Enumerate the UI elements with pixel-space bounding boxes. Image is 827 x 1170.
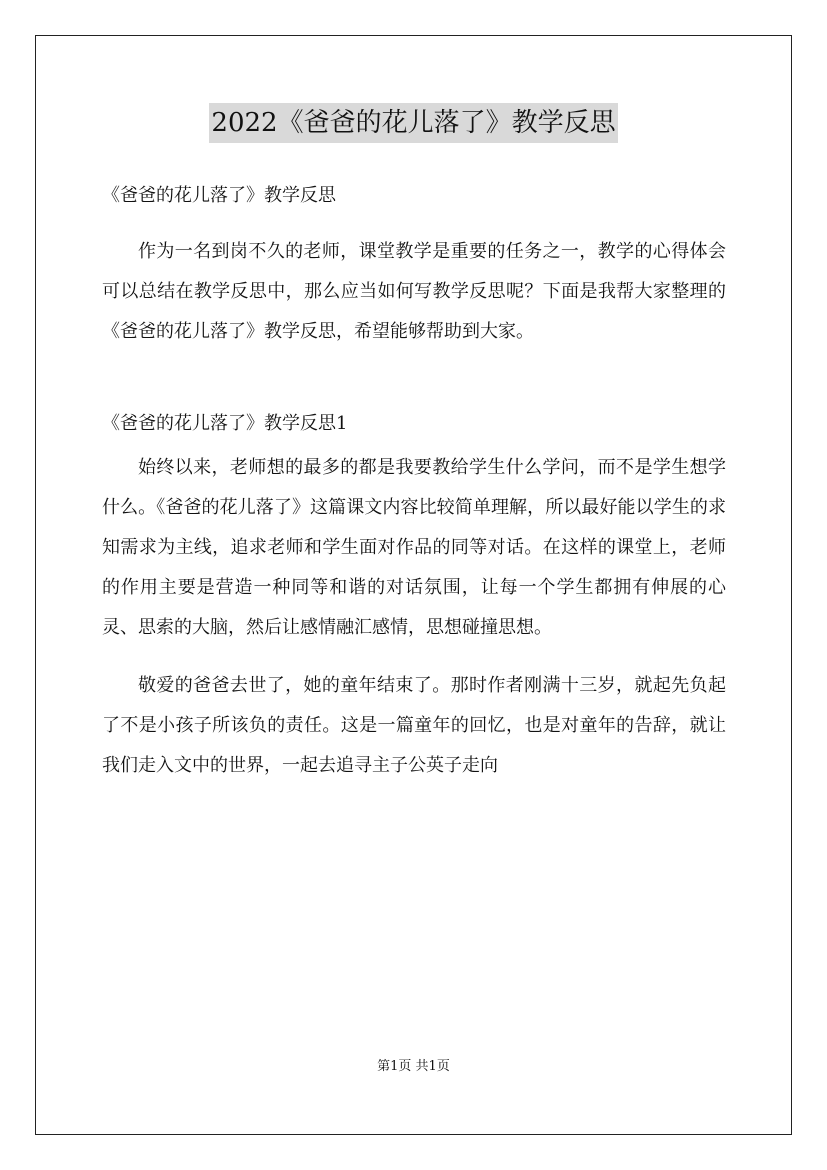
title-container	[0, 103, 827, 143]
spacer	[102, 648, 726, 666]
spacer	[102, 352, 726, 406]
document-body	[102, 178, 726, 786]
section1-heading: 《爸爸的花儿落了》教学反思1	[102, 413, 348, 434]
intro-heading: 《爸爸的花儿落了》教学反思	[102, 185, 336, 206]
document-title: 2022《爸爸的花儿落了》教学反思	[209, 103, 617, 143]
page-footer: 第1页 共1页	[377, 1059, 450, 1074]
intro-paragraph: 作为一名到岗不久的老师，课堂教学是重要的任务之一，教学的心得体会可以总结在教学反思中，那么应当如何写教学反思呢？下面是我帮大家整理的《爸爸的花儿落了》教学反思，希望能够帮助到大家。	[102, 241, 726, 342]
section1-paragraph-1: 始终以来，老师想的最多的都是我要教给学生什么学问，而不是学生想学什么。《爸爸的花儿落了》这篇课文内容比较简单理解，所以最好能以学生的求知需求为主线，追求老师和学生面对作品的同等对话。在这样的课堂上，老师的作用主要是营造一种同等和谐的对话氛围，让每一个学生都拥有伸展的心灵、思索的大脑，然后让感情融汇感情，思想碰撞思想。	[102, 457, 726, 638]
spacer	[102, 214, 726, 232]
section1-paragraph-2: 敬爱的爸爸去世了，她的童年结束了。那时作者刚满十三岁，就起先负起了不是小孩子所该负的责任。这是一篇童年的回忆，也是对童年的告辞，就让我们走入文中的世界，一起去追寻主子公英子走向	[102, 675, 726, 776]
